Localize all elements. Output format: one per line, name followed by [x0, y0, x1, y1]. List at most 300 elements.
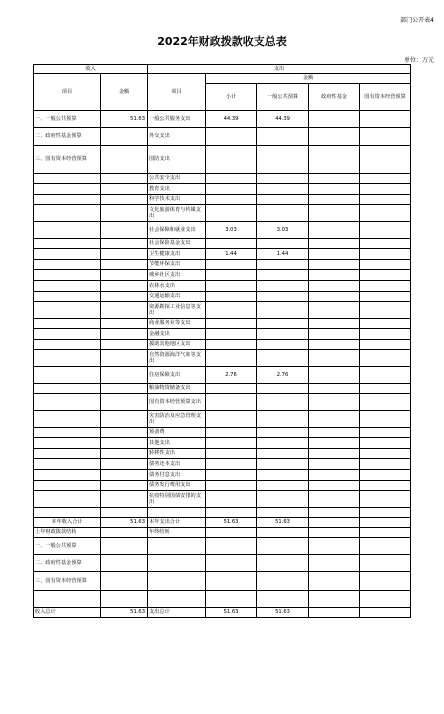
carryover-item-label: 三、国有资本经营预算: [34, 572, 101, 591]
income-item-label: 三、国有资本经营预算: [34, 146, 101, 174]
expense-subtotal: [206, 411, 257, 428]
expense-subtotal: [206, 270, 257, 281]
expense-general: 2.76: [257, 367, 309, 384]
income-value-empty: [101, 428, 148, 438]
expense-gov-fund: [309, 174, 360, 184]
income-item-label: 二、政府性基金预算: [34, 128, 101, 146]
budget-table: [33, 64, 411, 618]
empty-cell: [148, 591, 206, 608]
income-value-empty: [101, 411, 148, 428]
table-row: [34, 205, 411, 222]
expense-gov-fund: [309, 491, 360, 508]
carryover-item-cell: [309, 538, 360, 555]
table-row: [34, 329, 411, 340]
expense-general: [257, 470, 309, 481]
carryover-item-label: 一、一般公共预算: [34, 538, 101, 555]
expense-state-capital: [360, 428, 411, 438]
expense-state-capital: [360, 319, 411, 329]
expense-general: [257, 270, 309, 281]
expense-subtotal: [206, 350, 257, 367]
income-item-empty: [34, 329, 101, 340]
expense-gov-fund: [309, 394, 360, 411]
expense-item-label: 灾害防治及应急管理支出: [148, 411, 206, 428]
expense-general-empty: [257, 508, 309, 518]
income-item-empty: [34, 205, 101, 222]
income-item-empty: [34, 350, 101, 367]
expense-state-capital: [360, 329, 411, 340]
expense-header: 支出: [148, 65, 411, 74]
expense-item-label: 自然资源海洋气象等支出: [148, 350, 206, 367]
carryover-row: [34, 528, 411, 538]
income-item-value: [101, 146, 148, 174]
expense-general: [257, 174, 309, 184]
income-total-row: [34, 518, 411, 528]
year-end-cell: [257, 528, 309, 538]
table-row: [34, 367, 411, 384]
income-value-empty: [101, 449, 148, 459]
empty-cell: [257, 591, 309, 608]
income-item-empty: [34, 239, 101, 249]
expense-general: [257, 459, 309, 470]
expense-general: [257, 411, 309, 428]
income-value-empty: [101, 222, 148, 239]
expense-item-label: 其他支出: [148, 438, 206, 449]
carryover-item-cell: [360, 538, 411, 555]
table-row: [34, 281, 411, 292]
income-value-empty: [101, 239, 148, 249]
expense-subtotal: [206, 428, 257, 438]
expense-gov-fund: [309, 481, 360, 491]
carryover-item-cell: [101, 572, 148, 591]
income-item-empty: [34, 384, 101, 394]
carryover-item-row: [34, 538, 411, 555]
expense-general: [257, 128, 309, 146]
expense-state-capital: [360, 292, 411, 302]
table-row: [34, 111, 411, 128]
income-value-empty: [101, 260, 148, 270]
empty-cell: [101, 591, 148, 608]
expense-total-general: 51.63: [257, 518, 309, 528]
grand-gov-fund: [309, 608, 360, 618]
income-value-empty: [101, 184, 148, 195]
income-item-header: 项目: [34, 74, 101, 111]
carryover-item-cell: [101, 538, 148, 555]
expense-gov-fund: [309, 270, 360, 281]
expense-gov-fund: [309, 449, 360, 459]
income-value-empty: [101, 508, 148, 518]
expense-item-label: 国有资本经营预算支出: [148, 394, 206, 411]
carryover-label: 上年财政拨款结转: [34, 528, 101, 538]
income-value-empty: [101, 491, 148, 508]
carryover-item-cell: [148, 538, 206, 555]
expense-general: 1.44: [257, 249, 309, 260]
subtotal-header: 小计: [206, 84, 257, 111]
header-row-1: [34, 65, 411, 74]
unit-label: 单位：万元: [403, 57, 434, 64]
carryover-item-cell: [360, 555, 411, 572]
income-value-empty: [101, 438, 148, 449]
table-row: [34, 394, 411, 411]
income-value-empty: [101, 174, 148, 184]
table-row: [34, 428, 411, 438]
expense-item-label: 科学技术支出: [148, 195, 206, 205]
expense-item-label: 城乡社区支出: [148, 270, 206, 281]
page-title: 2022年财政拨款收支总表: [157, 35, 287, 48]
expense-state-capital: [360, 459, 411, 470]
carryover-item-cell: [360, 572, 411, 591]
year-end-cell: [206, 528, 257, 538]
expense-general: [257, 146, 309, 174]
table-row: [34, 411, 411, 428]
table-row: [34, 438, 411, 449]
expense-gov-fund: [309, 470, 360, 481]
expense-item-label: 农林水支出: [148, 281, 206, 292]
expense-amount-header: 金额: [206, 74, 411, 84]
expense-general: [257, 384, 309, 394]
income-item-empty: [34, 367, 101, 384]
carryover-item-row: [34, 555, 411, 572]
carryover-value: [101, 528, 148, 538]
expense-item-label: 债务还本支出: [148, 459, 206, 470]
table-row: [34, 249, 411, 260]
expense-item-label: 援助其他地区支出: [148, 340, 206, 350]
income-item-empty: [34, 249, 101, 260]
income-item-empty: [34, 481, 101, 491]
income-value-empty: [101, 367, 148, 384]
income-item-value: [101, 128, 148, 146]
expense-general: [257, 438, 309, 449]
expense-general: [257, 481, 309, 491]
expense-subtotal: [206, 146, 257, 174]
grand-expense-subtotal: 51.63: [206, 608, 257, 618]
income-value-empty: [101, 319, 148, 329]
expense-state-capital: [360, 146, 411, 174]
expense-subtotal: [206, 481, 257, 491]
expense-state-capital: [360, 481, 411, 491]
empty-cell: [206, 591, 257, 608]
income-item-empty: [34, 491, 101, 508]
expense-subtotal: [206, 281, 257, 292]
expense-state-capital: [360, 350, 411, 367]
income-value-empty: [101, 340, 148, 350]
expense-general: [257, 260, 309, 270]
income-item-empty: [34, 411, 101, 428]
income-item-empty: [34, 470, 101, 481]
expense-gov-fund: [309, 184, 360, 195]
expense-item-label: 社会保险基金支出: [148, 239, 206, 249]
expense-subtotal: [206, 174, 257, 184]
expense-total-subtotal: 51.63: [206, 518, 257, 528]
expense-total-gov-fund: [309, 518, 360, 528]
table-row: [34, 128, 411, 146]
empty-cell: [360, 591, 411, 608]
expense-gov-fund: [309, 146, 360, 174]
grand-expense-label: 支出总计: [148, 608, 206, 618]
table-row: [34, 302, 411, 319]
expense-gov-fund: [309, 239, 360, 249]
income-item-empty: [34, 449, 101, 459]
table-row: [34, 195, 411, 205]
expense-subtotal: [206, 184, 257, 195]
expense-general: [257, 184, 309, 195]
expense-item-label: 外交支出: [148, 128, 206, 146]
expense-state-capital: [360, 281, 411, 292]
carryover-item-cell: [257, 572, 309, 591]
expense-item-header: 项目: [148, 74, 206, 111]
expense-item-label: 债务付息支出: [148, 470, 206, 481]
expense-state-capital: [360, 111, 411, 128]
expense-general: [257, 449, 309, 459]
expense-general: 44.39: [257, 111, 309, 128]
income-value-empty: [101, 249, 148, 260]
expense-state-capital: [360, 340, 411, 350]
expense-gov-fund: [309, 329, 360, 340]
expense-subtotal: 44.39: [206, 111, 257, 128]
table-row: [34, 449, 411, 459]
income-value-empty: [101, 302, 148, 319]
expense-subtotal: 1.44: [206, 249, 257, 260]
expense-item-label: 抗疫特别国债安排的支出: [148, 491, 206, 508]
expense-gov-fund: [309, 350, 360, 367]
table-row: [34, 260, 411, 270]
general-budget-header: 一般公共预算: [257, 84, 309, 111]
expense-general: [257, 281, 309, 292]
expense-subtotal: [206, 491, 257, 508]
income-value-empty: [101, 350, 148, 367]
expense-subtotal-empty: [206, 508, 257, 518]
expense-subtotal: 2.76: [206, 367, 257, 384]
income-value-empty: [101, 270, 148, 281]
income-item-empty: [34, 428, 101, 438]
expense-state-capital: [360, 195, 411, 205]
income-item-empty: [34, 260, 101, 270]
expense-general: [257, 302, 309, 319]
expense-subtotal: [206, 470, 257, 481]
grand-state-capital: [360, 608, 411, 618]
expense-state-capital: [360, 184, 411, 195]
income-item-empty: [34, 438, 101, 449]
expense-gov-fund: [309, 411, 360, 428]
income-value-empty: [101, 470, 148, 481]
expense-state-capital: [360, 394, 411, 411]
table-row: [34, 319, 411, 329]
expense-state-capital: [360, 384, 411, 394]
table-number-label: 部门公开表4: [400, 17, 434, 24]
income-item-value: 51.63: [101, 111, 148, 128]
expense-state-capital: [360, 205, 411, 222]
expense-item-label: 商业服务业等支出: [148, 319, 206, 329]
expense-item-label: 卫生健康支出: [148, 249, 206, 260]
income-item-empty: [34, 508, 101, 518]
carryover-item-cell: [148, 572, 206, 591]
expense-item-label: 公共安全支出: [148, 174, 206, 184]
expense-state-capital: [360, 508, 411, 518]
expense-subtotal: [206, 319, 257, 329]
income-total-value: 51.63: [101, 518, 148, 528]
expense-item-label: 住房保障支出: [148, 367, 206, 384]
expense-subtotal: [206, 239, 257, 249]
expense-subtotal: [206, 195, 257, 205]
table-row: [34, 239, 411, 249]
carryover-item-cell: [309, 555, 360, 572]
income-item-empty: [34, 281, 101, 292]
expense-item-empty: [148, 508, 206, 518]
expense-general: [257, 329, 309, 340]
expense-subtotal: [206, 292, 257, 302]
carryover-item-cell: [206, 555, 257, 572]
expense-item-label: 资源勘探工业信息等支出: [148, 302, 206, 319]
expense-general: [257, 205, 309, 222]
expense-subtotal: [206, 340, 257, 350]
carryover-item-cell: [206, 538, 257, 555]
expense-item-label: 社会保障和就业支出: [148, 222, 206, 239]
expense-state-capital: [360, 438, 411, 449]
expense-gov-fund: [309, 438, 360, 449]
expense-item-label: 教育支出: [148, 184, 206, 195]
carryover-item-row: [34, 572, 411, 591]
gov-fund-header: 政府性基金: [309, 84, 360, 111]
expense-gov-fund: [309, 128, 360, 146]
carryover-item-label: 二、政府性基金预算: [34, 555, 101, 572]
income-total-label: 本年收入合计: [34, 518, 101, 528]
expense-item-label: 转移性支出: [148, 449, 206, 459]
expense-gov-fund: [309, 384, 360, 394]
income-value-empty: [101, 384, 148, 394]
table-row: [34, 470, 411, 481]
income-item-empty: [34, 394, 101, 411]
expense-total-label: 本年支出合计: [148, 518, 206, 528]
expense-subtotal: [206, 394, 257, 411]
expense-item-label: 节能环保支出: [148, 260, 206, 270]
expense-general: [257, 292, 309, 302]
expense-state-capital: [360, 470, 411, 481]
expense-gov-fund: [309, 319, 360, 329]
income-item-empty: [34, 174, 101, 184]
table-row: [34, 481, 411, 491]
year-end-label: 年终结转: [148, 528, 206, 538]
table-row: [34, 270, 411, 281]
expense-subtotal: [206, 438, 257, 449]
expense-item-label: 国防支出: [148, 146, 206, 174]
income-item-empty: [34, 459, 101, 470]
carryover-item-cell: [206, 572, 257, 591]
expense-subtotal: [206, 260, 257, 270]
expense-general: [257, 340, 309, 350]
expense-state-capital: [360, 367, 411, 384]
income-item-empty: [34, 222, 101, 239]
carryover-item-cell: [148, 555, 206, 572]
expense-state-capital: [360, 449, 411, 459]
table-row: [34, 508, 411, 518]
expense-general: [257, 491, 309, 508]
expense-subtotal: [206, 302, 257, 319]
expense-subtotal: [206, 459, 257, 470]
expense-gov-fund: [309, 111, 360, 128]
expense-state-capital: [360, 128, 411, 146]
income-amount-header: 金额: [101, 74, 148, 111]
income-value-empty: [101, 195, 148, 205]
header-row-2: [34, 74, 411, 84]
carryover-item-cell: [101, 555, 148, 572]
carryover-item-cell: [309, 572, 360, 591]
expense-state-capital: [360, 222, 411, 239]
income-value-empty: [101, 459, 148, 470]
income-value-empty: [101, 205, 148, 222]
expense-gov-fund: [309, 367, 360, 384]
table-row: [34, 459, 411, 470]
income-item-empty: [34, 184, 101, 195]
grand-total-row: [34, 608, 411, 618]
expense-item-label: 预备费: [148, 428, 206, 438]
expense-item-label: 交通运输支出: [148, 292, 206, 302]
income-item-label: 一、一般公共预算: [34, 111, 101, 128]
income-header: 收入: [34, 65, 148, 74]
income-item-empty: [34, 302, 101, 319]
year-end-cell: [309, 528, 360, 538]
expense-item-label: 一般公共服务支出: [148, 111, 206, 128]
expense-item-label: 金融支出: [148, 329, 206, 340]
expense-gov-fund: [309, 428, 360, 438]
expense-state-capital: [360, 411, 411, 428]
expense-general: [257, 394, 309, 411]
carryover-item-cell: [257, 538, 309, 555]
expense-item-label: 债务发行费用支出: [148, 481, 206, 491]
table-row: [34, 174, 411, 184]
expense-general: [257, 239, 309, 249]
table-row: [34, 184, 411, 195]
expense-gov-fund: [309, 249, 360, 260]
expense-subtotal: 3.03: [206, 222, 257, 239]
expense-item-label: 粮油物资储备支出: [148, 384, 206, 394]
expense-general: [257, 350, 309, 367]
expense-state-capital: [360, 249, 411, 260]
expense-general: [257, 319, 309, 329]
grand-expense-general: 51.63: [257, 608, 309, 618]
grand-income-value: 51.63: [101, 608, 148, 618]
expense-subtotal: [206, 329, 257, 340]
expense-gov-fund: [309, 205, 360, 222]
income-item-empty: [34, 195, 101, 205]
expense-gov-fund: [309, 508, 360, 518]
expense-gov-fund: [309, 302, 360, 319]
expense-state-capital: [360, 239, 411, 249]
expense-state-capital: [360, 270, 411, 281]
table-row: [34, 292, 411, 302]
empty-cell: [34, 591, 101, 608]
carryover-item-cell: [257, 555, 309, 572]
expense-gov-fund: [309, 195, 360, 205]
expense-gov-fund: [309, 281, 360, 292]
expense-general: [257, 428, 309, 438]
income-value-empty: [101, 292, 148, 302]
income-item-empty: [34, 340, 101, 350]
expense-state-capital: [360, 260, 411, 270]
empty-cell: [309, 591, 360, 608]
income-value-empty: [101, 481, 148, 491]
expense-general: 3.03: [257, 222, 309, 239]
income-value-empty: [101, 281, 148, 292]
income-item-empty: [34, 270, 101, 281]
year-end-cell: [360, 528, 411, 538]
table-row: [34, 591, 411, 608]
expense-subtotal: [206, 384, 257, 394]
expense-state-capital: [360, 302, 411, 319]
expense-gov-fund: [309, 459, 360, 470]
expense-gov-fund: [309, 260, 360, 270]
expense-subtotal: [206, 128, 257, 146]
expense-item-label: 文化旅游体育与传媒支出: [148, 205, 206, 222]
expense-total-state-capital: [360, 518, 411, 528]
